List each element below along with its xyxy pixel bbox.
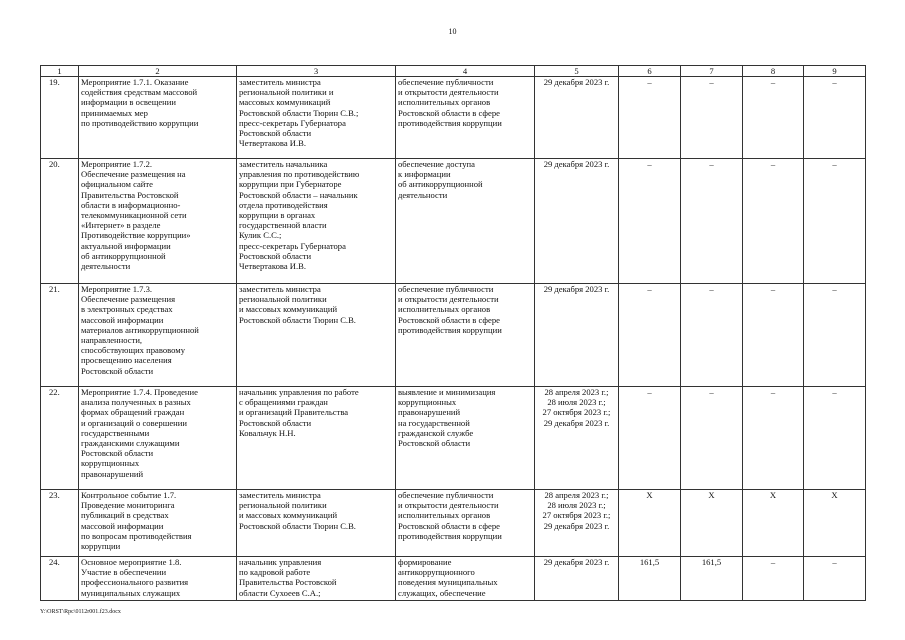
value-cell: – bbox=[681, 284, 743, 387]
column-header: 5 bbox=[535, 66, 619, 77]
row-number: 20. bbox=[41, 159, 79, 284]
date-cell: 29 декабря 2023 г. bbox=[535, 284, 619, 387]
column-header: 8 bbox=[743, 66, 804, 77]
date-cell: 29 декабря 2023 г. bbox=[535, 557, 619, 601]
table-row bbox=[41, 159, 866, 284]
date-cell: 29 декабря 2023 г. bbox=[535, 77, 619, 159]
column-header: 3 bbox=[237, 66, 396, 77]
value-cell: – bbox=[804, 159, 866, 284]
value-cell: X bbox=[804, 490, 866, 557]
file-path-footer: Y:\ORST\Rpc\0112r001.f23.docx bbox=[40, 609, 121, 615]
value-cell: – bbox=[681, 77, 743, 159]
result-cell: обеспечение публичности и открытости деятельности исполнительных органов Ростовской области в сфере противодействия коррупции bbox=[396, 490, 535, 557]
value-cell: – bbox=[743, 159, 804, 284]
column-header: 9 bbox=[804, 66, 866, 77]
result-cell: обеспечение публичности и открытости деятельности исполнительных органов Ростовской области в сфере противодействия коррупции bbox=[396, 77, 535, 159]
activity-cell: Основное мероприятие 1.8. Участие в обеспечении профессионального развития муниципальных служащих bbox=[79, 557, 237, 601]
activity-cell: Мероприятие 1.7.1. Оказание содействия средствам массовой информации в освещении принимаемых мер по противодействию коррупции bbox=[79, 77, 237, 159]
responsible-cell: начальник управления по кадровой работе Правительства Ростовской области Сухоеев С.А.; bbox=[237, 557, 396, 601]
page-number: 10 bbox=[448, 27, 457, 36]
result-cell: обеспечение публичности и открытости деятельности исполнительных органов Ростовской области в сфере противодействия коррупции bbox=[396, 284, 535, 387]
value-cell: – bbox=[619, 284, 681, 387]
value-cell: – bbox=[619, 77, 681, 159]
result-cell: обеспечение доступа к информации об антикоррупционной деятельности bbox=[396, 159, 535, 284]
table-row bbox=[41, 557, 866, 601]
value-cell: – bbox=[804, 557, 866, 601]
column-header: 2 bbox=[79, 66, 237, 77]
value-cell: – bbox=[619, 387, 681, 490]
activity-cell: Мероприятие 1.7.4. Проведение анализа полученных в разных формах обращений граждан и организаций о совершении государственными гражданскими служащими Ростовской области коррупционных правонарушений bbox=[79, 387, 237, 490]
date-cell: 29 декабря 2023 г. bbox=[535, 159, 619, 284]
value-cell: – bbox=[804, 387, 866, 490]
activity-cell: Контрольное событие 1.7. Проведение мониторинга публикаций в средствах массовой информации по вопросам противодействия коррупции bbox=[79, 490, 237, 557]
activity-cell: Мероприятие 1.7.3. Обеспечение размещения в электронных средствах массовой информации материалов антикоррупционной направленности, способствующих правовому просвещению населения Ростовской области bbox=[79, 284, 237, 387]
table-header-row bbox=[41, 66, 866, 77]
result-cell: выявление и минимизация коррупционных правонарушений на государственной гражданской службе Ростовской области bbox=[396, 387, 535, 490]
responsible-cell: заместитель министра региональной политики и массовых коммуникаций Ростовской области Тюрин С.В. bbox=[237, 490, 396, 557]
activity-cell: Мероприятие 1.7.2. Обеспечение размещения на официальном сайте Правительства Ростовской области в информационно- телекоммуникационной сети «Интернет» в разделе Противодействие коррупции» актуальной информации об антикоррупционной деятельности bbox=[79, 159, 237, 284]
row-number: 19. bbox=[41, 77, 79, 159]
value-cell: – bbox=[619, 159, 681, 284]
value-cell: – bbox=[743, 387, 804, 490]
table-row bbox=[41, 77, 866, 159]
date-cell: 28 апреля 2023 г.; 28 июля 2023 г.; 27 октября 2023 г.; 29 декабря 2023 г. bbox=[535, 387, 619, 490]
row-number: 24. bbox=[41, 557, 79, 601]
value-cell: – bbox=[743, 557, 804, 601]
column-header: 7 bbox=[681, 66, 743, 77]
measures-table bbox=[40, 65, 866, 601]
row-number: 23. bbox=[41, 490, 79, 557]
table-row bbox=[41, 387, 866, 490]
value-cell: – bbox=[743, 284, 804, 387]
value-cell: 161,5 bbox=[619, 557, 681, 601]
responsible-cell: начальник управления по работе с обращениями граждан и организаций Правительства Ростовской области Ковальчук Н.Н. bbox=[237, 387, 396, 490]
table-row bbox=[41, 284, 866, 387]
table-row bbox=[41, 490, 866, 557]
value-cell: X bbox=[619, 490, 681, 557]
value-cell: 161,5 bbox=[681, 557, 743, 601]
value-cell: X bbox=[681, 490, 743, 557]
row-number: 22. bbox=[41, 387, 79, 490]
responsible-cell: заместитель начальника управления по противодействию коррупции при Губернаторе Ростовской области – начальник отдела противодействия коррупции в органах государственной власти Кулик С.С.; пресс-секретарь Губернатора Ростовской области Четвертакова И.В. bbox=[237, 159, 396, 284]
result-cell: формирование антикоррупционного поведения муниципальных служащих, обеспечение bbox=[396, 557, 535, 601]
value-cell: – bbox=[804, 77, 866, 159]
row-number: 21. bbox=[41, 284, 79, 387]
responsible-cell: заместитель министра региональной политики и массовых коммуникаций Ростовской области Тюрин С.В. bbox=[237, 284, 396, 387]
value-cell: – bbox=[681, 387, 743, 490]
value-cell: – bbox=[743, 77, 804, 159]
value-cell: – bbox=[681, 159, 743, 284]
column-header: 6 bbox=[619, 66, 681, 77]
column-header: 1 bbox=[41, 66, 79, 77]
date-cell: 28 апреля 2023 г.; 28 июля 2023 г.; 27 октября 2023 г.; 29 декабря 2023 г. bbox=[535, 490, 619, 557]
value-cell: – bbox=[804, 284, 866, 387]
column-header: 4 bbox=[396, 66, 535, 77]
responsible-cell: заместитель министра региональной политики и массовых коммуникаций Ростовской области Тюрин С.В.; пресс-секретарь Губернатора Ростовской области Четвертакова И.В. bbox=[237, 77, 396, 159]
value-cell: X bbox=[743, 490, 804, 557]
